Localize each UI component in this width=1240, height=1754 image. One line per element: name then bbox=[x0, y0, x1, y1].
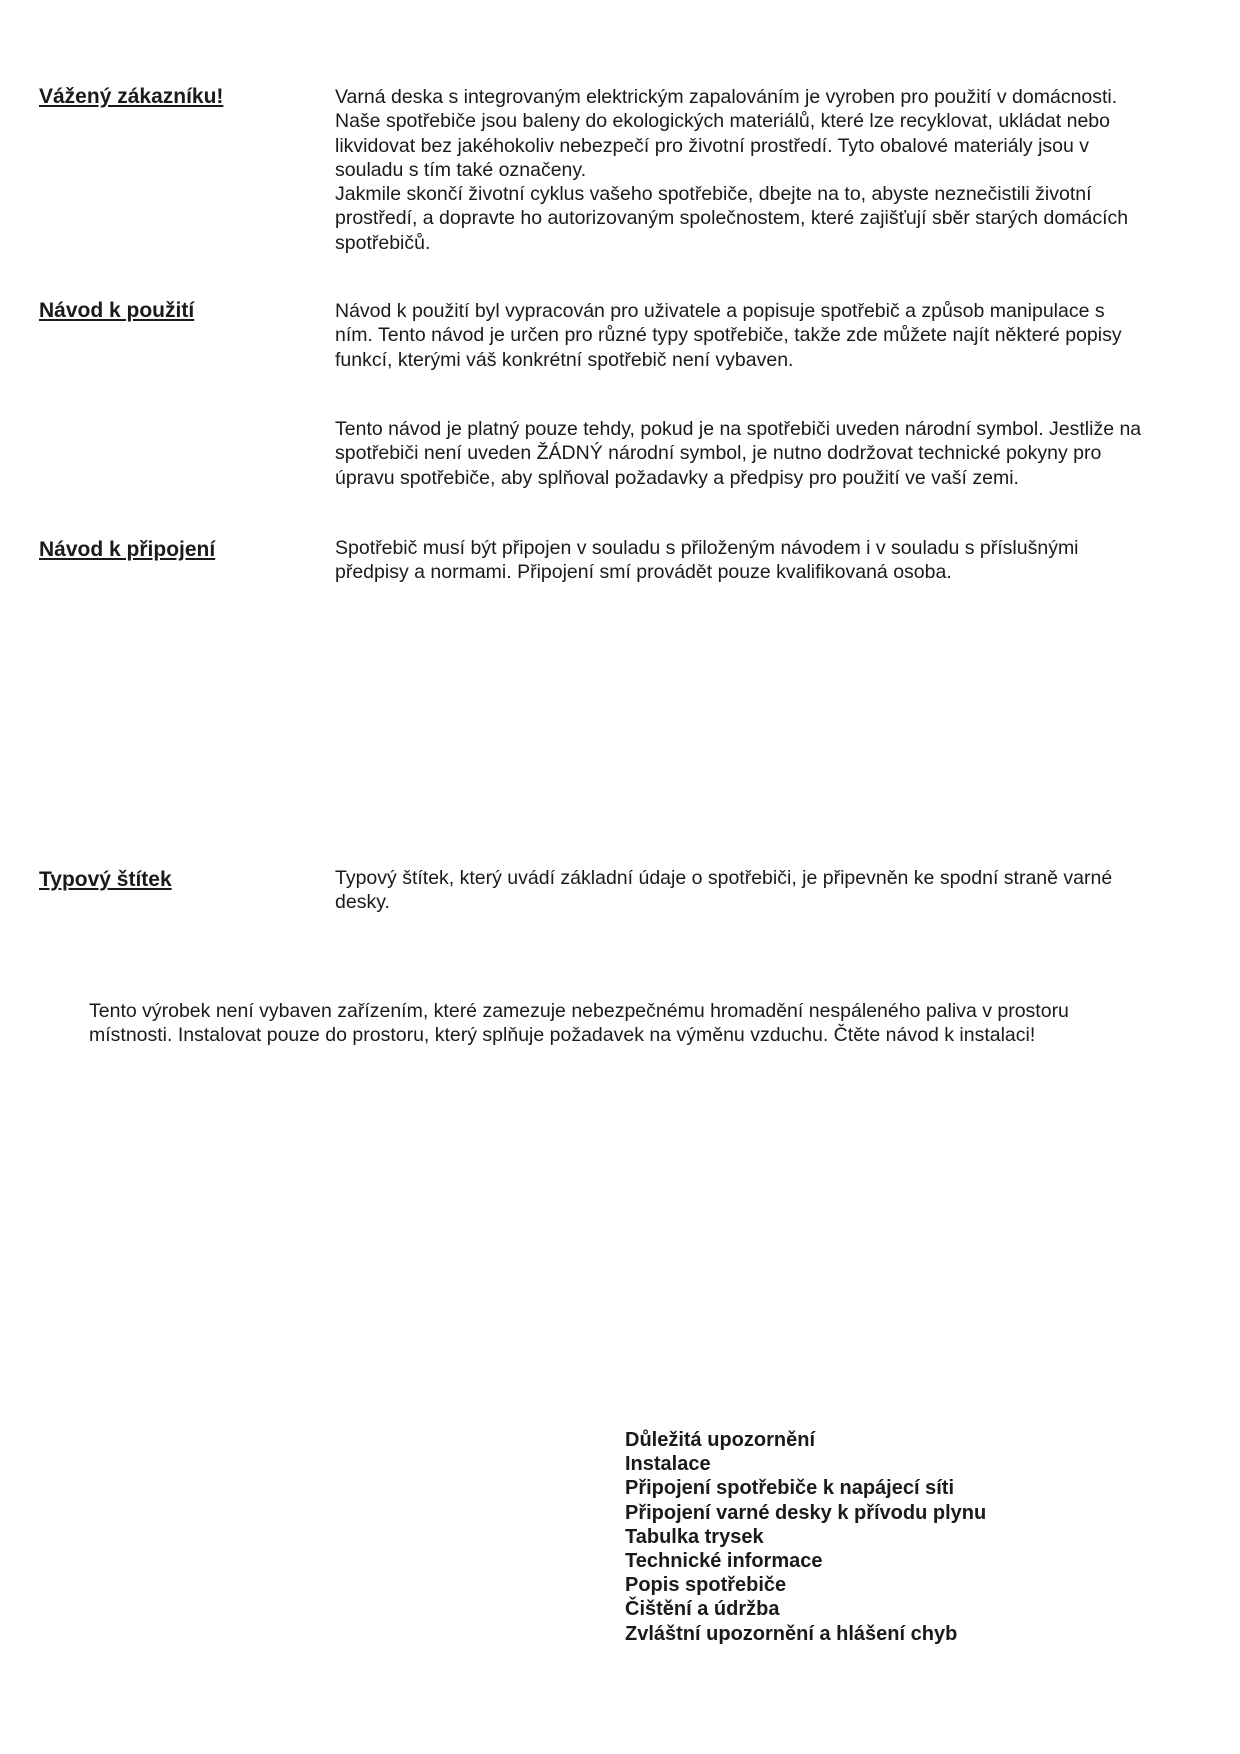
heading-rating-plate: Typový štítek bbox=[39, 868, 172, 891]
contents-item: Připojení varné desky k přívodu plynu bbox=[625, 1501, 987, 1524]
paragraph-usage: Návod k použití byl vypracován pro uživatele a popisuje spotřebič a způsob manipulace s ním. Tento návod je určen pro různé typy spotřebiče, takže zde můžete najít některé popisy funkcí, kterými váš konkrétní spotřebič není vybaven. bbox=[335, 300, 1122, 371]
safety-notice: Tento výrobek není vybaven zařízením, které zamezuje nebezpečnému hromadění nespáleného paliva v prostoru místnosti. Instalovat pouze do prostoru, který splňuje požadavek na výměnu vzduchu. Čtěte návod k instalaci! bbox=[89, 1000, 1069, 1047]
paragraph-customer: Varná deska s integrovaným elektrickým zapalováním je vyroben pro použití v domácnosti. Naše spotřebiče jsou baleny do ekologických materiálů, které lze recyklovat, ukládat nebo likvidovat bez jakéhokoliv nebezpečí pro životní prostředí. Tyto obalové materiály jsou v souladu s tím také označeny. Jakmile skončí životní cyklus vašeho spotřebiče, dbejte na to, abyste neznečistili životní prostředí, a dopravte ho autorizovaným společnostem, které zajišťují sběr starých domácích spotřebičů. bbox=[335, 86, 1129, 254]
contents-item: Technické informace bbox=[625, 1550, 823, 1573]
paragraph-connection: Spotřebič musí být připojen v souladu s přiloženým návodem i v souladu s příslušnými předpisy a normami. Připojení smí provádět pouze kvalifikovaná osoba. bbox=[335, 537, 1079, 584]
contents-item: Zvláštní upozornění a hlášení chyb bbox=[625, 1622, 958, 1645]
contents-item: Popis spotřebiče bbox=[625, 1574, 787, 1597]
contents-item: Důležitá upozornění bbox=[625, 1429, 815, 1451]
contents-item: Instalace bbox=[625, 1453, 711, 1476]
contents-list bbox=[625, 1428, 986, 1646]
contents-item: Čištění a údržba bbox=[625, 1598, 780, 1621]
heading-customer: Vážený zákazníku! bbox=[39, 85, 224, 108]
heading-connection: Návod k připojení bbox=[39, 538, 216, 561]
paragraph-rating-plate: Typový štítek, který uvádí základní údaje o spotřebiči, je připevněn ke spodní straně varné desky. bbox=[335, 867, 1113, 914]
heading-usage: Návod k použití bbox=[39, 299, 195, 322]
contents-item: Připojení spotřebiče k napájecí síti bbox=[625, 1477, 954, 1500]
paragraph-usage-validity: Tento návod je platný pouze tehdy, pokud je na spotřebiči uveden národní symbol. Jestliže na spotřebiči není uveden ŽÁDNÝ národní symbol, je nutno dodržovat technické pokyny pro úpravu spotřebiče, aby splňoval požadavky a předpisy pro použití ve vaší zemi. bbox=[335, 418, 1142, 489]
contents-item: Tabulka trysek bbox=[625, 1525, 764, 1548]
